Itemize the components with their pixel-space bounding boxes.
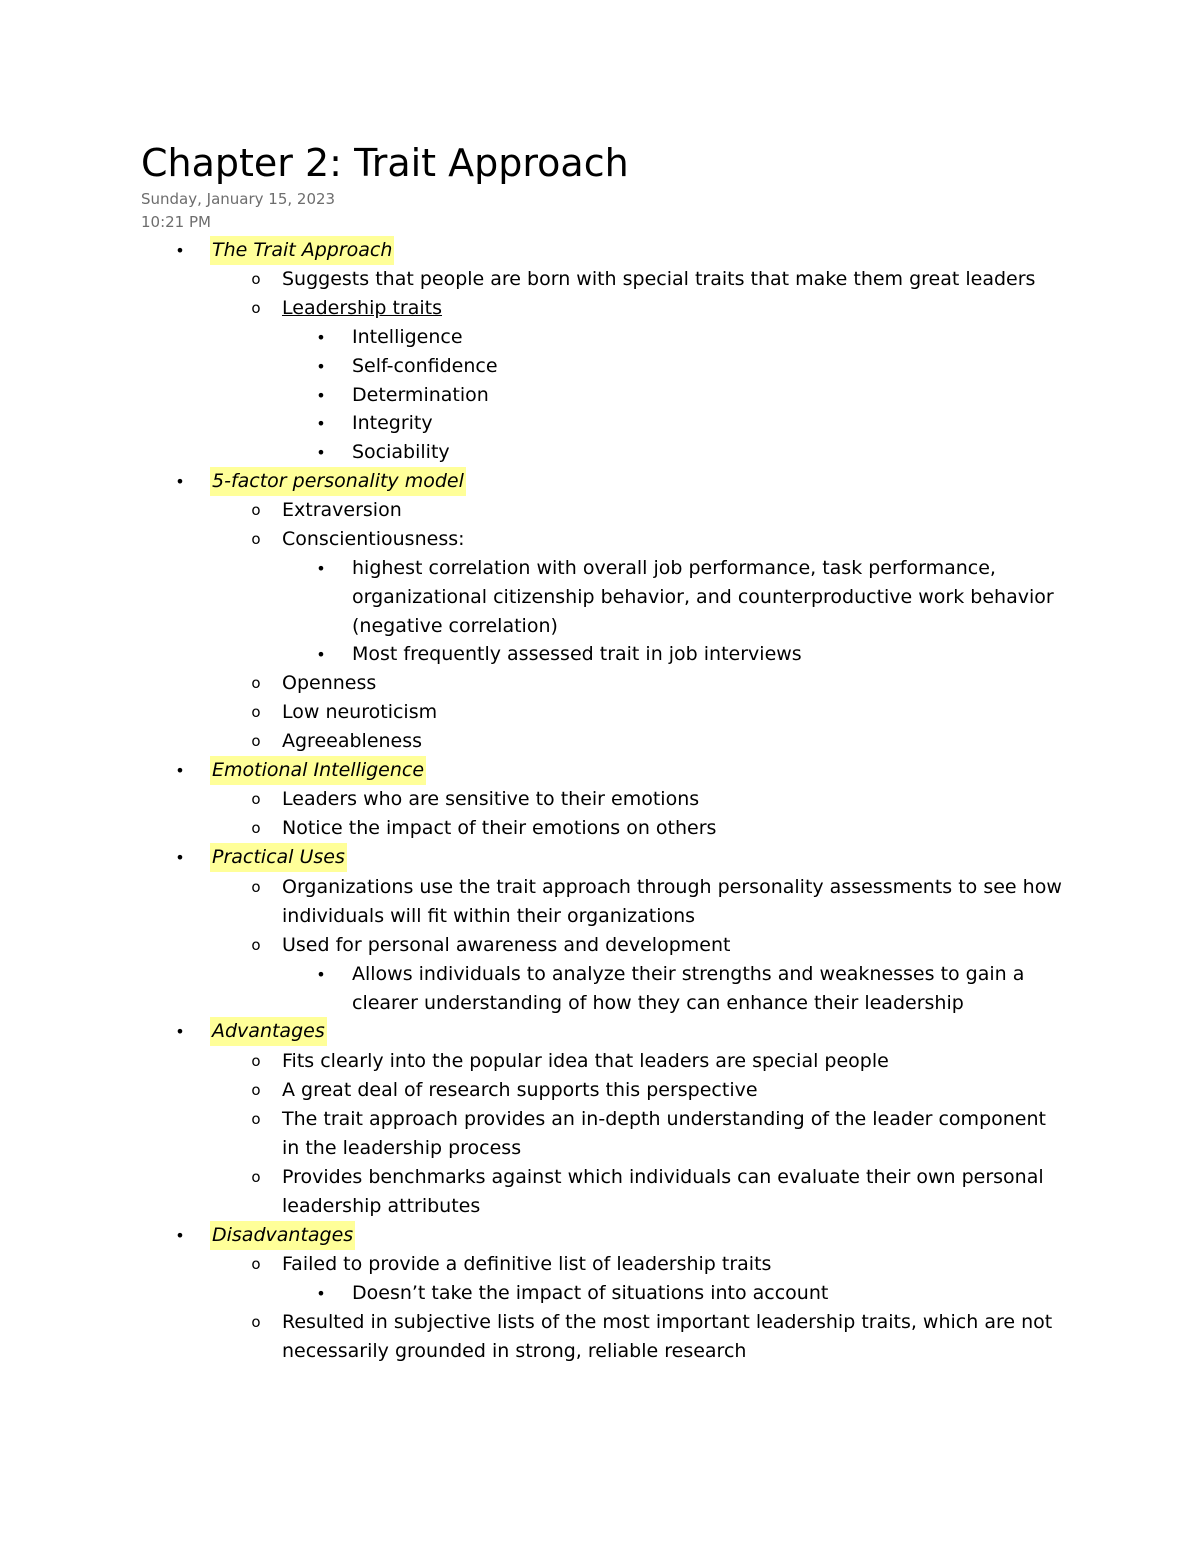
bullet-circle-icon: o [251, 703, 261, 721]
bullet-disc-icon: • [175, 1022, 185, 1041]
section-heading: Advantages [210, 1017, 327, 1046]
list-item-text: leadership attributes [282, 1195, 481, 1217]
list-item-text: Leaders who are sensitive to their emotions [282, 788, 700, 810]
bullet-disc-icon: • [175, 761, 185, 780]
list-item-text: Doesn’t take the impact of situations into account [352, 1282, 829, 1304]
list-item-text: highest correlation with overall job performance, task performance, [352, 557, 996, 579]
list-item-text: Determination [352, 384, 489, 406]
note-time: 10:21 PM [141, 213, 211, 231]
bullet-circle-icon: o [251, 790, 261, 808]
list-item-text: in the leadership process [282, 1137, 522, 1159]
bullet-circle-icon: o [251, 1110, 261, 1128]
bullet-disc-icon: • [175, 472, 185, 491]
bullet-disc-icon: • [316, 443, 326, 462]
bullet-circle-icon: o [251, 1081, 261, 1099]
bullet-circle-icon: o [251, 1255, 261, 1273]
list-item-text: The trait approach provides an in-depth understanding of the leader component [282, 1108, 1046, 1130]
section-heading: Disadvantages [210, 1221, 355, 1250]
list-item-text: Self-confidence [352, 355, 498, 377]
bullet-circle-icon: o [251, 936, 261, 954]
section-heading: The Trait Approach [210, 236, 394, 265]
list-item-text: Conscientiousness: [282, 528, 465, 550]
bullet-circle-icon: o [251, 530, 261, 548]
list-item-text: Sociability [352, 441, 450, 463]
section-heading: 5-factor personality model [210, 467, 466, 496]
bullet-disc-icon: • [316, 357, 326, 376]
list-item-text: Used for personal awareness and development [282, 934, 731, 956]
list-item-text: Intelligence [352, 326, 463, 348]
section-heading: Emotional Intelligence [210, 756, 426, 785]
list-item-text: (negative correlation) [352, 615, 558, 637]
list-item-text: Integrity [352, 412, 433, 434]
list-item-text: Openness [282, 672, 377, 694]
bullet-disc-icon: • [316, 386, 326, 405]
list-item-text: Provides benchmarks against which individuals can evaluate their own personal [282, 1166, 1044, 1188]
bullet-circle-icon: o [251, 299, 261, 317]
list-item-text: Extraversion [282, 499, 402, 521]
bullet-circle-icon: o [251, 501, 261, 519]
bullet-circle-icon: o [251, 674, 261, 692]
list-item-text: Low neuroticism [282, 701, 438, 723]
list-item-text: Failed to provide a definitive list of leadership traits [282, 1253, 772, 1275]
note-date: Sunday, January 15, 2023 [141, 190, 336, 208]
bullet-disc-icon: • [316, 645, 326, 664]
list-item-text: Organizations use the trait approach through personality assessments to see how [282, 876, 1062, 898]
section-heading: Practical Uses [210, 843, 347, 872]
bullet-circle-icon: o [251, 1052, 261, 1070]
bullet-circle-icon: o [251, 1313, 261, 1331]
bullet-circle-icon: o [251, 270, 261, 288]
subsection-heading: Leadership traits [282, 297, 442, 319]
list-item-text: A great deal of research supports this perspective [282, 1079, 758, 1101]
bullet-circle-icon: o [251, 1168, 261, 1186]
bullet-circle-icon: o [251, 878, 261, 896]
bullet-circle-icon: o [251, 819, 261, 837]
list-item-text: individuals will fit within their organizations [282, 905, 696, 927]
list-item-text: organizational citizenship behavior, and counterproductive work behavior [352, 586, 1054, 608]
bullet-disc-icon: • [316, 328, 326, 347]
page-title: Chapter 2: Trait Approach [141, 141, 629, 185]
bullet-disc-icon: • [175, 241, 185, 260]
list-item-text: Suggests that people are born with special traits that make them great leaders [282, 268, 1036, 290]
bullet-disc-icon: • [316, 414, 326, 433]
list-item-text: Notice the impact of their emotions on others [282, 817, 717, 839]
list-item-text: Allows individuals to analyze their strengths and weaknesses to gain a [352, 963, 1025, 985]
bullet-circle-icon: o [251, 732, 261, 750]
bullet-disc-icon: • [316, 1284, 326, 1303]
list-item-text: necessarily grounded in strong, reliable research [282, 1340, 747, 1362]
list-item-text: Most frequently assessed trait in job interviews [352, 643, 802, 665]
bullet-disc-icon: • [316, 965, 326, 984]
list-item-text: Agreeableness [282, 730, 423, 752]
bullet-disc-icon: • [316, 559, 326, 578]
list-item-text: Fits clearly into the popular idea that leaders are special people [282, 1050, 889, 1072]
bullet-disc-icon: • [175, 848, 185, 867]
bullet-disc-icon: • [175, 1226, 185, 1245]
list-item-text: Resulted in subjective lists of the most important leadership traits, which are not [282, 1311, 1053, 1333]
list-item-text: clearer understanding of how they can enhance their leadership [352, 992, 964, 1014]
